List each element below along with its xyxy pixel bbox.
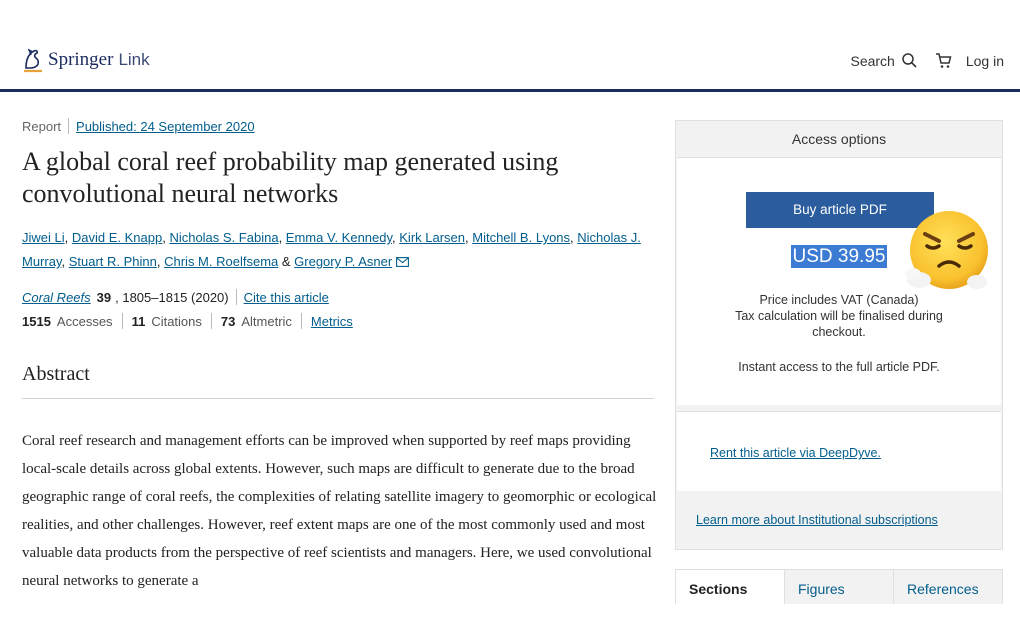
institutional-box (676, 491, 1002, 549)
tab-references[interactable]: References (893, 570, 1002, 609)
institutional-subscriptions-link[interactable]: Learn more about Institutional subscriptions (696, 513, 938, 527)
divider (301, 313, 302, 329)
abstract-text: Coral reef research and management efforts can be improved when supported by reef maps providing local-scale details across global extents. However, such maps are difficult to generate due to the broad geographic range of coral reefs, the complexities of relating satellite imagery to geomorphic or ecological realities, and other challenges. However, reef extent maps are one of the most commonly used and most valuable data products from the perspective of reef scientists and managers. Here, we used convolutional neural networks to generate a (22, 433, 657, 589)
citations-label: Citations (151, 313, 202, 329)
bottom-cutoff (0, 604, 1020, 638)
mail-icon[interactable] (396, 257, 409, 267)
author-link[interactable]: Chris M. Roelfsema (164, 254, 279, 269)
access-options-header: Access options (791, 131, 887, 147)
logo-suffix: Link (118, 50, 150, 69)
divider (211, 313, 212, 329)
divider (122, 313, 123, 329)
metrics-link[interactable]: Metrics (310, 313, 353, 329)
abstract-heading: Abstract (22, 363, 654, 399)
logo-brand: Springer (48, 49, 114, 70)
buy-article-pdf-button[interactable]: Buy article PDF (746, 192, 934, 228)
accesses-count: 1515 (22, 313, 51, 329)
price-value: USD 39.95 (792, 246, 886, 267)
author-link[interactable]: Jiwei Li (22, 230, 65, 245)
author-link[interactable]: Kirk Larsen (399, 230, 466, 245)
author-link[interactable]: Emma V. Kennedy (285, 230, 393, 245)
published-date-link[interactable]: Published: 24 September 2020 (76, 118, 255, 134)
site-header (0, 0, 1020, 92)
vat-notice (677, 292, 1001, 340)
author-link[interactable]: Nicholas J. Murray (22, 230, 641, 269)
article-title: A global coral reef probability map generated using convolutional neural networks (22, 147, 559, 208)
search-icon (902, 53, 917, 68)
rent-box (677, 411, 1001, 491)
author-link[interactable]: David E. Knapp (71, 230, 163, 245)
header-actions (850, 52, 1004, 69)
citations-count: 11 (131, 313, 146, 329)
metrics-line (22, 313, 657, 329)
angry-face-icon (903, 208, 989, 298)
vat-line: checkout. (812, 325, 866, 339)
cart-icon (935, 52, 952, 69)
springer-link-logo[interactable] (22, 46, 150, 74)
divider (68, 118, 69, 134)
journal-link[interactable]: Coral Reefs (22, 289, 91, 305)
pages-year: 1805–1815 (2020) (122, 289, 229, 305)
divider (236, 289, 237, 305)
cite-article-link[interactable]: Cite this article (243, 289, 329, 305)
vat-line: Price includes VAT (Canada) (759, 293, 919, 307)
rent-deepdyve-link[interactable]: Rent this article via DeepDyve. (710, 446, 881, 460)
accesses-label: Accesses (56, 313, 113, 329)
volume-number: 39 (96, 289, 112, 305)
search-button[interactable] (850, 53, 916, 69)
tab-figures[interactable]: Figures (784, 570, 893, 609)
author-link[interactable]: Mitchell B. Lyons (472, 230, 571, 245)
author-link[interactable]: Gregory P. Asner (294, 254, 393, 269)
article-main (22, 118, 657, 595)
login-link[interactable]: Log in (965, 52, 1004, 69)
instant-access-note: Instant access to the full article PDF. (738, 360, 940, 374)
altmetric-count: 73 (220, 313, 236, 329)
sidebar-tabs (675, 569, 1003, 609)
article-type: Report (22, 118, 62, 134)
citation-line: Coral Reefs 39 , 1805–1815 (2020) Cite this article (22, 289, 329, 305)
article-meta (22, 118, 657, 134)
author-list: Jiwei Li, David E. Knapp, Nicholas S. Fabina, Emma V. Kennedy, Kirk Larsen, Mitchell B. Lyons, Nicholas J. Murray, Stuart R. Phinn, Chris M. Roelfsema & Gregory P. Asner (22, 230, 641, 269)
search-label: Search (850, 52, 895, 69)
cart-button[interactable] (935, 52, 952, 69)
author-link[interactable]: Stuart R. Phinn (68, 254, 157, 269)
buy-article-box (677, 157, 1001, 405)
tab-sections[interactable]: Sections (676, 570, 784, 609)
vat-line: Tax calculation will be finalised during (735, 309, 943, 323)
altmetric-label: Altmetric (241, 313, 292, 329)
access-options-panel (675, 120, 1003, 550)
author-link[interactable]: Nicholas S. Fabina (169, 230, 279, 245)
springer-horse-icon (22, 46, 44, 74)
